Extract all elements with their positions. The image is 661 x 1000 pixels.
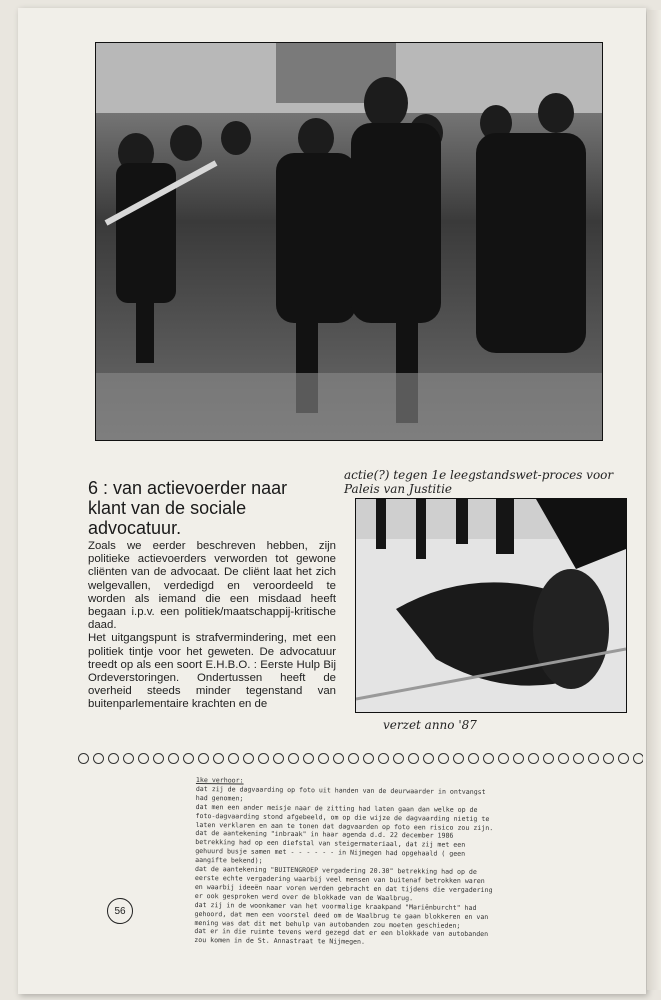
article-body xyxy=(88,540,336,712)
street-action-photo xyxy=(355,498,627,713)
footnote-block xyxy=(194,776,496,948)
adjacent-page-edge xyxy=(647,10,661,990)
photo-caption-bottom: verzet anno '87 xyxy=(383,718,477,732)
article-heading: 6 : van actievoerder naar klant van de sociale advocatuur. xyxy=(88,478,288,538)
protest-crowd-photo xyxy=(95,42,603,441)
paragraph: Zoals we eerder beschreven hebben, zijn politieke actievoerders verworden tot gewone cliënten van de advocaat. De cliënt laat het zich welgevallen, verdedigd en veroordeeld te worden als iemand die een misdaad heeft begaan i.p.v. een politiek/maatschappij-kritische daad. xyxy=(88,540,336,632)
footnote-line: dat zij in de woonkamer van het voormalige kraakpand "Mariënburcht" had gehoord, dat men een voorstel deed om de Waalbrug te gaan blokkeren en van mening was dat dit met behulp van autobanden zou moeten geschieden; xyxy=(194,900,489,930)
footnote-line: dat de aantekening "inbraak" in haar agenda d.d. 22 december 1986 betrekking had op een diefstal van steigermateriaal, dat zij met een gehuurd busje samen met - - - - - - in Nijmegen had opgehaald ( geen aangifte bekend); xyxy=(195,829,466,865)
footnote-line: dat de aantekening "BUITENGROEP vergadering 20.30" betrekking had op de eerste echte vergadering waarbij veel mensen van buitenaf betrokken waren en waarbij ideeën naar voren werden gebracht en dat tijdens die vergadering er ook gesproken werd over de blokkade van de Waalbrug. xyxy=(194,865,493,903)
footnote-line: dat men een ander meisje naar de zitting had laten gaan dan welke op de foto-dagvaarding stond afgebeeld, om op die wijze de dagvaarding nietig te laten verklaren en aan te tonen dat dagvaarden op foto een risico zou zijn. xyxy=(195,802,494,832)
footnote-line: dat zij de dagvaarding op foto uit handen van de deurwaarder in ontvangst had genomen; xyxy=(195,784,486,803)
magazine-page xyxy=(18,8,646,994)
page-number: 56 xyxy=(107,898,133,924)
photo-caption-top: actie(?) tegen 1e leegstandswet-proces voor Paleis van Justitie xyxy=(344,468,614,496)
footnote-title: 1ke verhoor: xyxy=(195,776,244,785)
footnote-line: dat er in die ruimte tevens werd gezegd dat er een blokkade van autobanden zou komen in de St. Annastraat te Nijmegen. xyxy=(194,927,489,947)
paragraph: Het uitgangspunt is strafvermindering, met een politiek tintje voor het geweten. De advocatuur treedt op als een soort E.H.B.O. : Eerste Hulp Bij Ordeverstoringen. Ondertussen heeft de overheid steeds minder tegenstand van buitenparlementaire krachten en de xyxy=(88,632,336,711)
decorative-circle-divider xyxy=(78,753,643,767)
